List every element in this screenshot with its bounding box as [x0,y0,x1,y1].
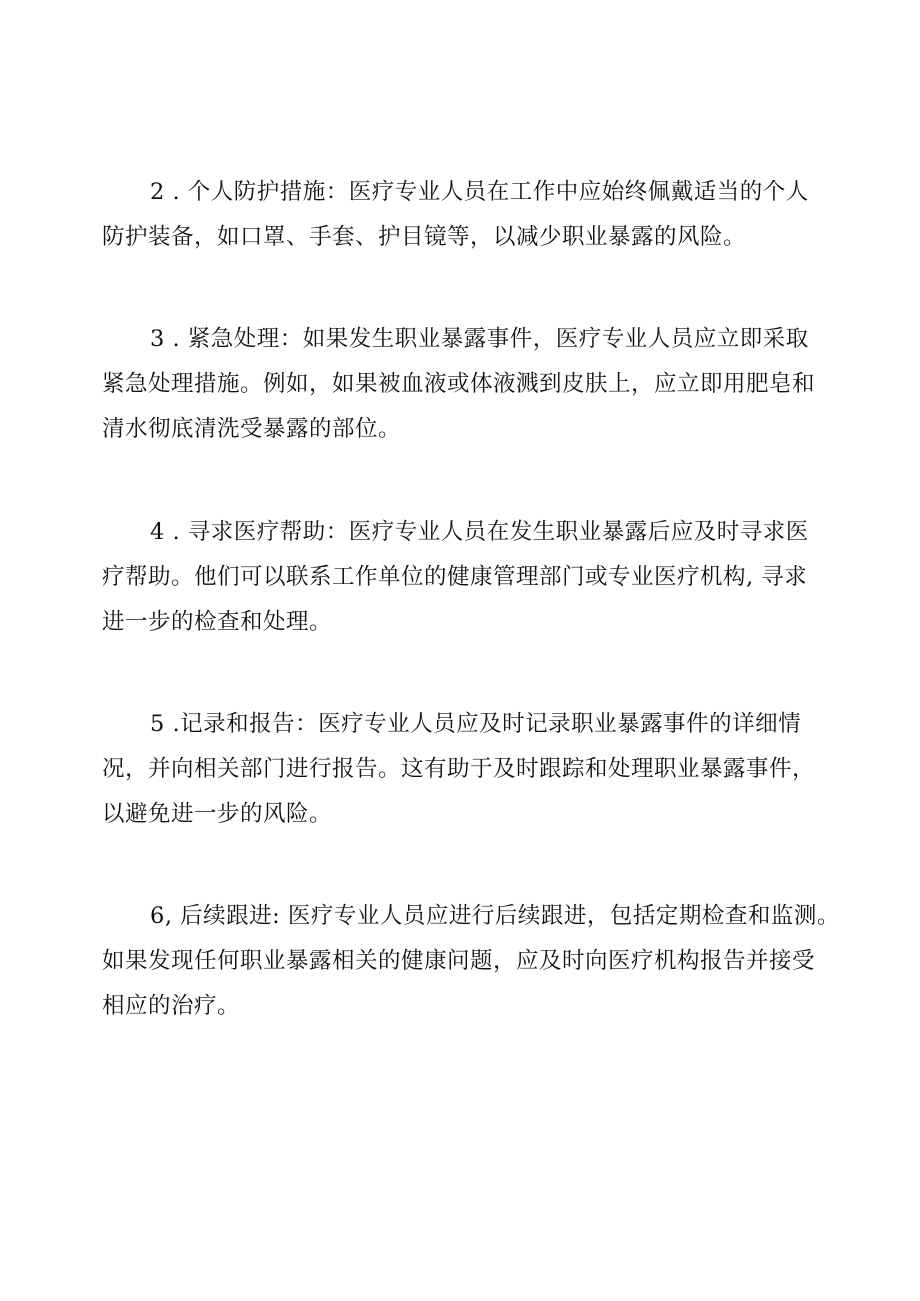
paragraph-line: 疗帮助。他们可以联系工作单位的健康管理部门或专业医疗机构, 寻求 [102,564,808,590]
paragraph-line: 3 . 紧急处理：如果发生职业暴露事件，医疗专业人员应立即采取 [150,326,809,352]
paragraph-line: 6, 后续跟进: 医疗专业人员应进行后续跟进，包括定期检查和监测。 [150,903,840,929]
paragraph-line: 以避免进一步的风险。 [102,801,333,827]
paragraph-seek-medical-help [102,510,818,645]
paragraph-record-and-report [102,702,818,837]
paragraph-personal-protection [102,170,818,260]
paragraph-line: 况，并向相关部门进行报告。这有助于及时跟踪和处理职业暴露事件， [102,756,816,782]
paragraph-line: 2 . 个人防护措施：医疗专业人员在工作中应始终佩戴适当的个人 [150,179,809,205]
paragraph-follow-up [102,894,840,1029]
paragraph-line: 紧急处理措施。例如，如果被血液或体液溅到皮肤上，应立即用肥皂和 [102,371,816,397]
paragraph-line: 如果发现任何职业暴露相关的健康问题，应及时向医疗机构报告并接受 [102,948,816,974]
paragraph-emergency-handling [102,317,818,452]
paragraph-line: 清水彻底清洗受暴露的部位。 [102,416,402,442]
paragraph-line: 4 . 寻求医疗帮助：医疗专业人员在发生职业暴露后应及时寻求医 [150,519,809,545]
paragraph-line: 相应的治疗。 [102,993,241,1019]
paragraph-line: 5 .记录和报告：医疗专业人员应及时记录职业暴露事件的详细情 [150,711,802,737]
paragraph-line: 防护装备，如口罩、手套、护目镜等，以减少职业暴露的风险。 [102,224,747,250]
paragraph-line: 进一步的检查和处理。 [102,609,333,635]
